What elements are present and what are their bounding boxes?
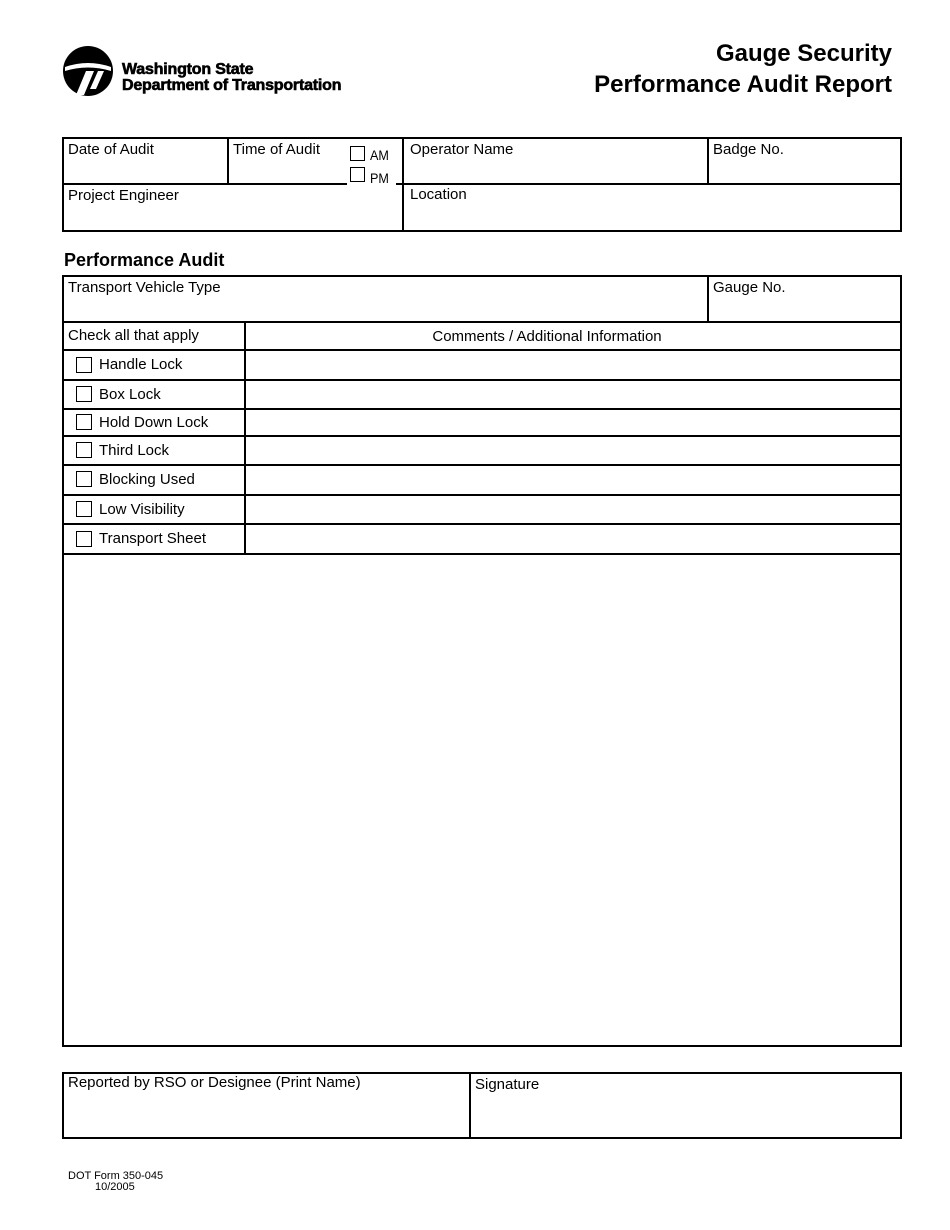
hold-down-lock-label: Hold Down Lock [99,414,209,431]
transport-sheet-comment[interactable] [247,525,899,552]
wsdot-logo-icon [62,45,114,97]
gauge-no-field[interactable]: Gauge No. [713,279,786,296]
box-lock-comment[interactable] [247,381,899,407]
am-checkbox[interactable] [350,146,365,161]
pm-checkbox[interactable] [350,167,365,182]
pm-label: PM [370,170,389,186]
divider [62,321,902,323]
handle-lock-comment[interactable] [247,352,899,378]
divider [707,137,709,185]
reported-by-field[interactable]: Reported by RSO or Designee (Print Name) [68,1074,361,1091]
signature-field[interactable]: Signature [475,1076,540,1093]
transport-vehicle-type-field[interactable]: Transport Vehicle Type [68,279,221,296]
blocking-used-comment[interactable] [247,466,899,492]
wsdot-logo [62,45,114,97]
agency-name-line2: Department of Transportation [122,77,342,94]
form-title-line2: Performance Audit Report [594,71,892,98]
form-date: 10/2005 [95,1181,135,1193]
divider [707,275,709,323]
am-label: AM [370,147,389,163]
comments-header: Comments / Additional Information [432,328,662,345]
blocking-used-label: Blocking Used [99,471,195,488]
agency-name-line1: Washington State [122,61,254,78]
transport-sheet-checkbox[interactable] [76,531,92,547]
divider [469,1072,471,1139]
badge-no-field[interactable]: Badge No. [713,141,784,158]
hold-down-lock-checkbox[interactable] [76,414,92,430]
handle-lock-label: Handle Lock [99,356,183,373]
box-lock-label: Box Lock [99,386,161,403]
box-lock-checkbox[interactable] [76,386,92,402]
project-engineer-field[interactable]: Project Engineer [68,187,179,204]
low-visibility-checkbox[interactable] [76,501,92,517]
divider [227,137,229,185]
check-all-header: Check all that apply [68,327,199,344]
time-of-audit-field[interactable]: Time of Audit [233,141,320,158]
transport-sheet-label: Transport Sheet [99,530,206,547]
third-lock-checkbox[interactable] [76,442,92,458]
third-lock-comment[interactable] [247,437,899,463]
form-number: DOT Form 350-045 [68,1170,164,1182]
location-field[interactable]: Location [410,186,467,203]
low-visibility-label: Low Visibility [99,501,185,518]
divider [244,321,246,555]
divider [402,137,404,232]
date-of-audit-field[interactable]: Date of Audit [68,141,154,158]
hold-down-lock-comment[interactable] [247,410,899,434]
divider [62,349,902,351]
form-title-line1: Gauge Security [715,40,892,67]
divider [62,183,347,185]
blocking-used-checkbox[interactable] [76,471,92,487]
operator-name-field[interactable]: Operator Name [410,141,514,158]
third-lock-label: Third Lock [99,442,170,459]
section-title: Performance Audit [64,250,225,270]
additional-comments-area[interactable] [64,555,900,1045]
low-visibility-comment[interactable] [247,496,899,522]
divider [396,183,902,185]
handle-lock-checkbox[interactable] [76,357,92,373]
